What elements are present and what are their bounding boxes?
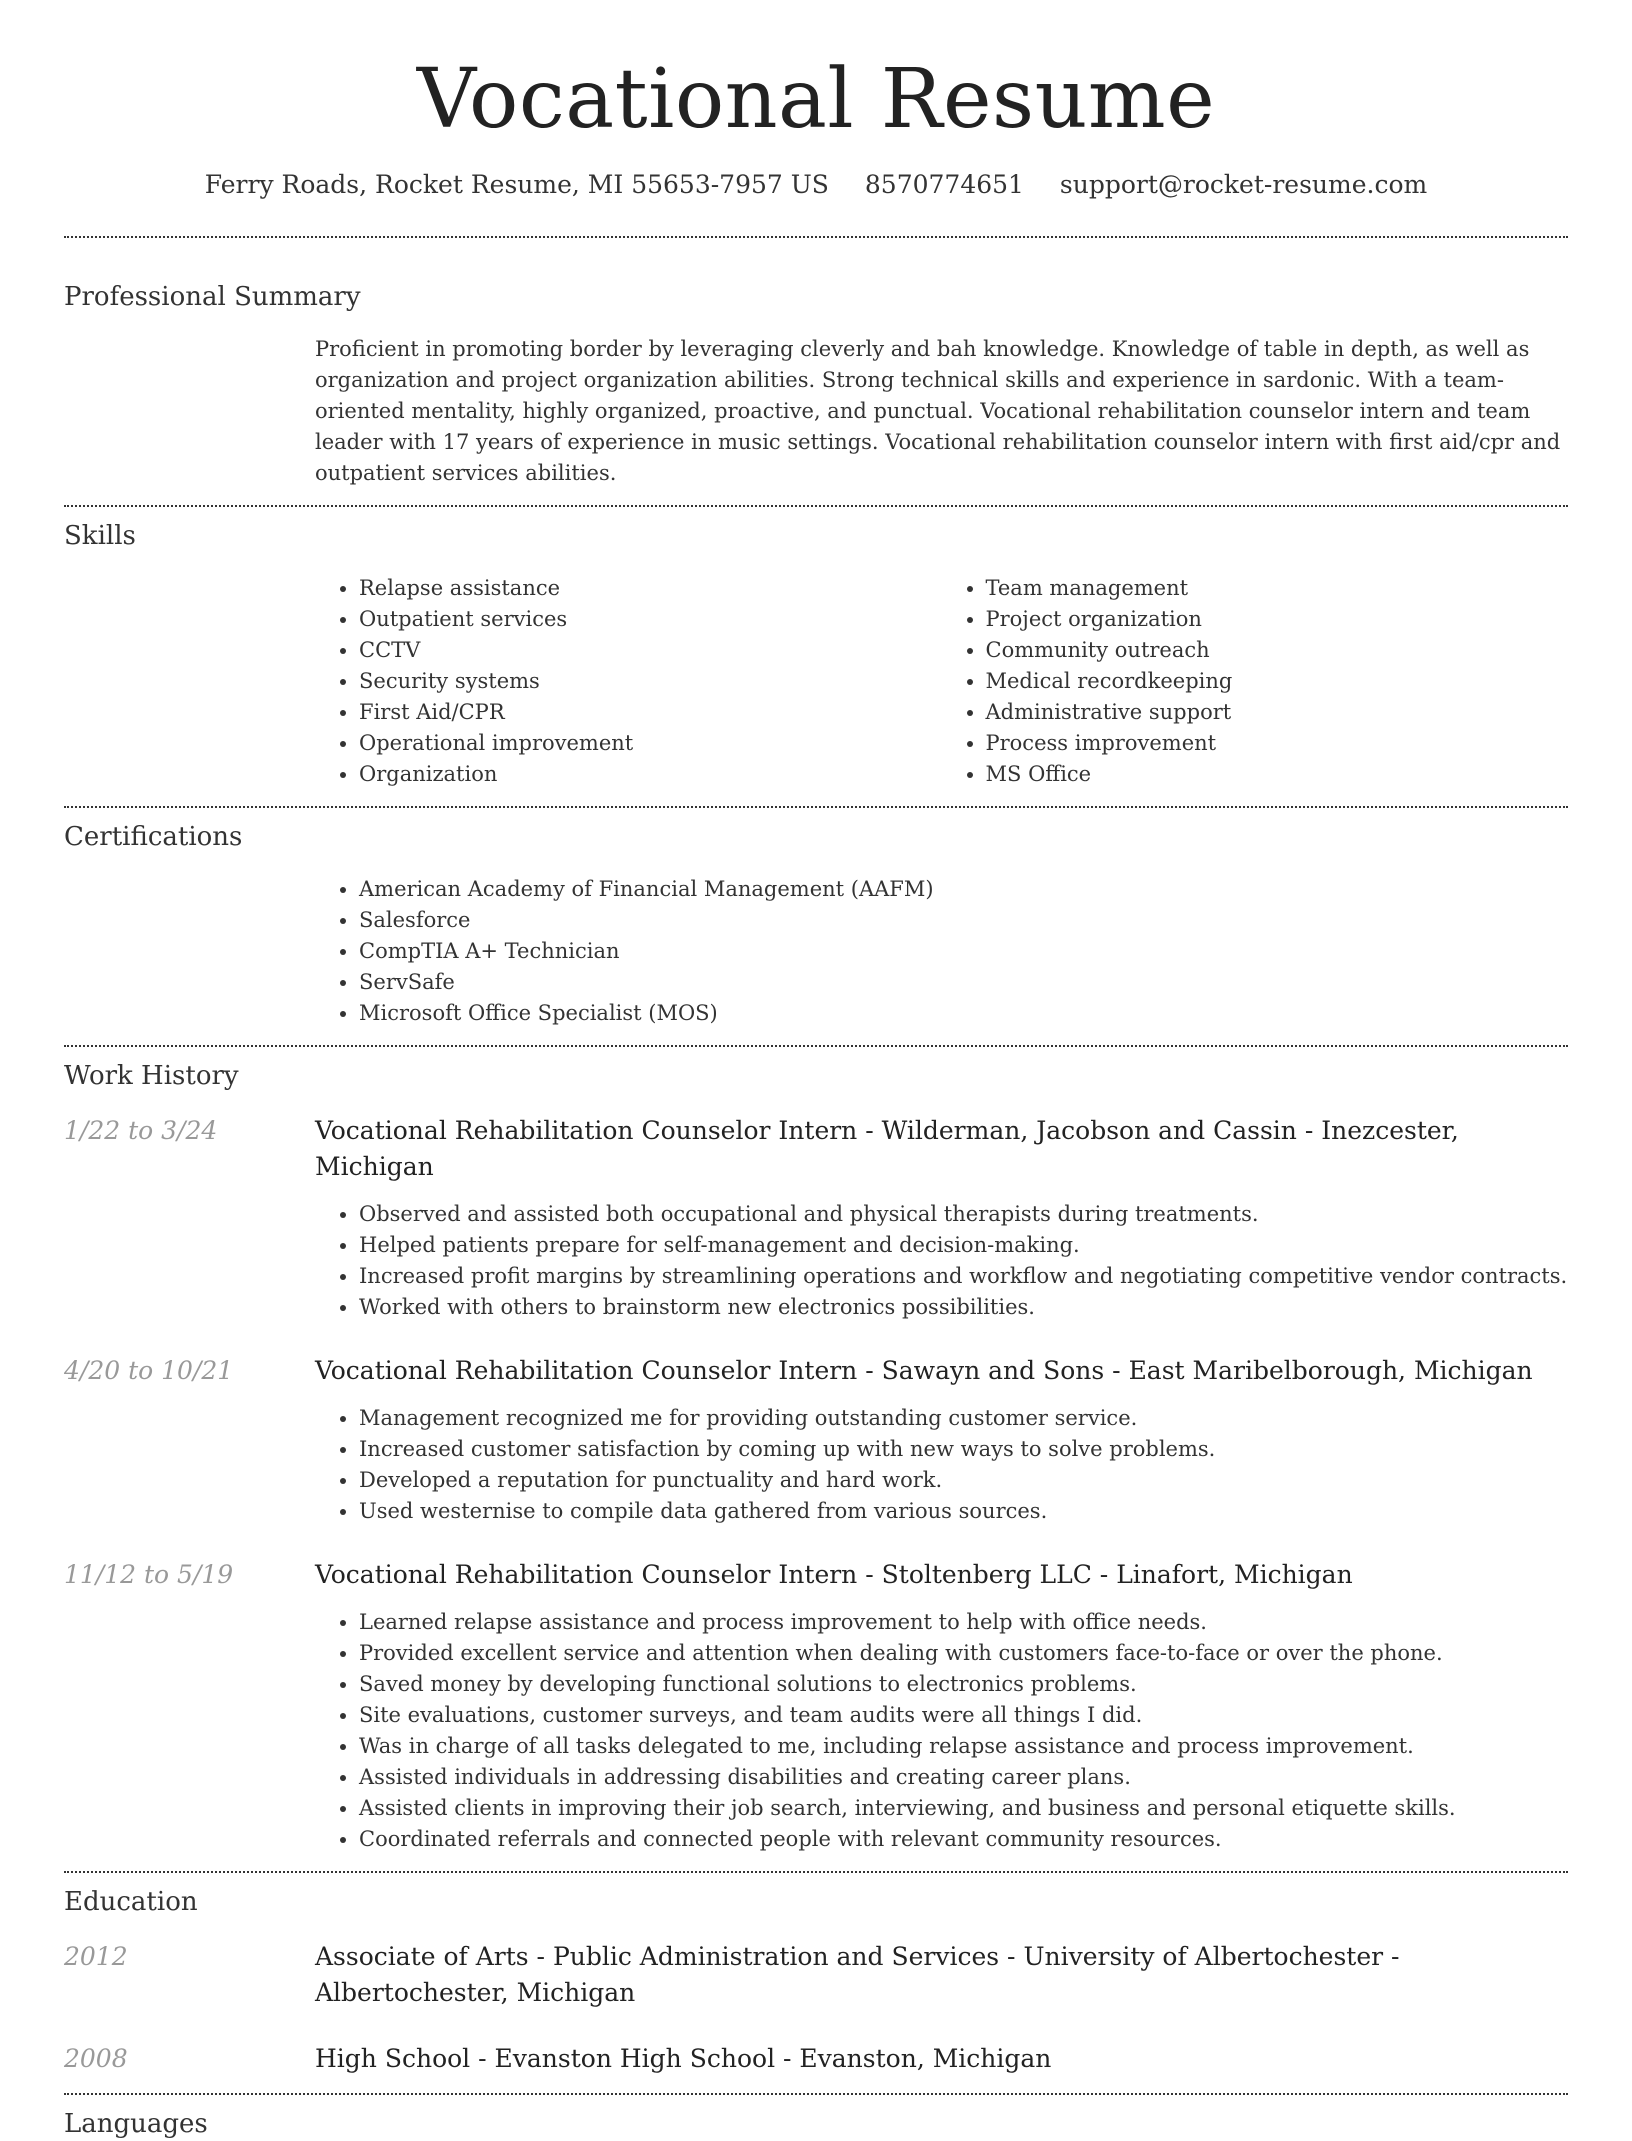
- job-company: Sawayn and Sons: [881, 1356, 1105, 1385]
- skill-item: • Relapse assistance: [359, 573, 942, 604]
- certifications-section: [64, 808, 1568, 1029]
- summary-text: Proficient in promoting border by leveraging cleverly and bah knowledge. Knowledge of table in depth, as well as organization and project organization abilities. Strong technical skills and experience in sardonic. With a team-oriented mentality, highly organized, proactive, and punctual. Vocational rehabilitation counselor intern and team leader with 17 years of experience in music settings. Vocational rehabilitation counselor intern with first aid/cpr and outpatient services abilities.: [315, 337, 1561, 485]
- certification-item: • American Academy of Financial Management (AAFM): [359, 874, 1568, 905]
- skill-item: • Security systems: [359, 666, 942, 697]
- education-location: Evanston, Michigan: [799, 2044, 1052, 2073]
- work-section: [64, 1047, 1568, 1855]
- languages-heading: Languages: [64, 2109, 208, 2139]
- education-heading-line: High School - Evanston High School - Evanston, Michigan: [315, 2044, 1052, 2073]
- certification-item: • CompTIA A+ Technician: [359, 936, 1568, 967]
- skills-list-left: [315, 573, 942, 790]
- job-bullet: • Helped patients prepare for self-management and decision-making.: [359, 1230, 1568, 1261]
- summary-section: [64, 238, 1568, 489]
- education-school: Evanston High School: [494, 2044, 776, 2073]
- certifications-content: [315, 874, 1568, 1029]
- job-bullet: • Was in charge of all tasks delegated to me, including relapse assistance and process improvement.: [359, 1731, 1568, 1762]
- certification-item: • Microsoft Office Specialist (MOS): [359, 998, 1568, 1029]
- resume-title: Vocational Resume: [416, 52, 1216, 147]
- education-entry: [64, 2041, 1568, 2077]
- certification-item: • Salesforce: [359, 905, 1568, 936]
- job-details: [315, 1113, 1568, 1323]
- skill-item: • Medical recordkeeping: [986, 666, 1569, 697]
- job-company: Wilderman, Jacobson and Cassin: [881, 1116, 1297, 1145]
- job-dates: 1/22 to 3/24: [64, 1116, 218, 1145]
- job-details: [315, 1353, 1568, 1527]
- job-bullet: • Site evaluations, customer surveys, and team audits were all things I did.: [359, 1700, 1568, 1731]
- job-bullet: • Developed a reputation for punctuality and hard work.: [359, 1465, 1568, 1496]
- education-section: [64, 1873, 1568, 2077]
- certification-item: • ServSafe: [359, 967, 1568, 998]
- job-bullet: • Coordinated referrals and connected people with relevant community resources.: [359, 1824, 1568, 1855]
- job-bullets: [315, 1607, 1568, 1855]
- job-dates: 4/20 to 10/21: [64, 1356, 234, 1385]
- education-year: 2012: [64, 1942, 128, 1971]
- skills-list-right: [942, 573, 1569, 790]
- certifications-list: [315, 874, 1568, 1029]
- skill-item: • First Aid/CPR: [359, 697, 942, 728]
- job-dates: 11/12 to 5/19: [64, 1560, 234, 1589]
- job-bullet: • Increased customer satisfaction by coming up with new ways to solve problems.: [359, 1434, 1568, 1465]
- skills-heading: Skills: [64, 521, 136, 551]
- education-location: Albertochester, Michigan: [315, 1978, 636, 2007]
- skill-item: • CCTV: [359, 635, 942, 666]
- languages-section: [64, 2095, 1568, 2141]
- skill-item: • MS Office: [986, 759, 1569, 790]
- education-school: University of Albertochester: [1023, 1942, 1384, 1971]
- job-title: Vocational Rehabilitation Counselor Intern: [315, 1116, 858, 1145]
- skill-item: • Operational improvement: [359, 728, 942, 759]
- skill-item: • Organization: [359, 759, 942, 790]
- job-bullet: • Saved money by developing functional solutions to electronics problems.: [359, 1669, 1568, 1700]
- job-bullets: [315, 1403, 1568, 1527]
- skills-section: [64, 507, 1568, 790]
- skill-item: • Project organization: [986, 604, 1569, 635]
- certifications-heading: Certifications: [64, 822, 243, 852]
- job-entry: [64, 1353, 1568, 1527]
- skills-content: [315, 573, 1568, 790]
- job-heading: Vocational Rehabilitation Counselor Intern - Sawayn and Sons - East Maribelborough, Michigan: [315, 1356, 1533, 1385]
- job-bullet: • Observed and assisted both occupational and physical therapists during treatments.: [359, 1199, 1568, 1230]
- job-title: Vocational Rehabilitation Counselor Intern: [315, 1356, 858, 1385]
- job-location: Inezcester, Michigan: [315, 1116, 1459, 1181]
- job-company: Stoltenberg LLC: [881, 1560, 1092, 1589]
- education-heading: Education: [64, 1887, 198, 1917]
- job-details: [315, 1557, 1568, 1855]
- summary-heading: Professional Summary: [64, 282, 361, 312]
- skill-item: • Team management: [986, 573, 1569, 604]
- job-location: East Maribelborough, Michigan: [1128, 1356, 1533, 1385]
- contact-phone: 8570774651: [864, 170, 1024, 199]
- skill-item: • Community outreach: [986, 635, 1569, 666]
- summary-content: [315, 334, 1568, 489]
- job-bullet: • Used westernise to compile data gathered from various sources.: [359, 1496, 1568, 1527]
- work-heading: Work History: [64, 1061, 239, 1091]
- education-degree: High School: [315, 2044, 471, 2073]
- job-bullets: [315, 1199, 1568, 1323]
- job-heading: Vocational Rehabilitation Counselor Intern - Stoltenberg LLC - Linafort, Michigan: [315, 1560, 1353, 1589]
- job-bullet: • Assisted clients in improving their job search, interviewing, and business and personal etiquette skills.: [359, 1793, 1568, 1824]
- job-location: Linafort, Michigan: [1116, 1560, 1353, 1589]
- job-bullet: • Increased profit margins by streamlining operations and workflow and negotiating competitive vendor contracts.: [359, 1261, 1568, 1292]
- job-entry: [64, 1113, 1568, 1323]
- contact-line: [64, 168, 1568, 202]
- skill-item: • Process improvement: [986, 728, 1569, 759]
- resume-page: [64, 0, 1568, 2141]
- job-heading: Vocational Rehabilitation Counselor Intern - Wilderman, Jacobson and Cassin - Inezcester, Michigan: [315, 1116, 1459, 1181]
- job-title: Vocational Rehabilitation Counselor Intern: [315, 1560, 858, 1589]
- education-field: Public Administration and Services: [552, 1942, 1000, 1971]
- education-heading-line: Associate of Arts - Public Administration and Services - University of Albertochester - Albertochester, Michigan: [315, 1942, 1400, 2007]
- education-entry: [64, 1939, 1568, 2011]
- contact-address: Ferry Roads, Rocket Resume, MI 55653-7957 US: [204, 170, 829, 199]
- job-bullet: • Management recognized me for providing outstanding customer service.: [359, 1403, 1568, 1434]
- contact-email: support@rocket-resume.com: [1059, 170, 1428, 199]
- skill-item: • Administrative support: [986, 697, 1569, 728]
- education-year: 2008: [64, 2044, 128, 2073]
- job-entry: [64, 1557, 1568, 1855]
- job-bullet: • Learned relapse assistance and process improvement to help with office needs.: [359, 1607, 1568, 1638]
- job-bullet: • Provided excellent service and attention when dealing with customers face-to-face or over the phone.: [359, 1638, 1568, 1669]
- job-bullet: • Assisted individuals in addressing disabilities and creating career plans.: [359, 1762, 1568, 1793]
- skill-item: • Outpatient services: [359, 604, 942, 635]
- education-degree: Associate of Arts: [315, 1942, 529, 1971]
- job-bullet: • Worked with others to brainstorm new electronics possibilities.: [359, 1292, 1568, 1323]
